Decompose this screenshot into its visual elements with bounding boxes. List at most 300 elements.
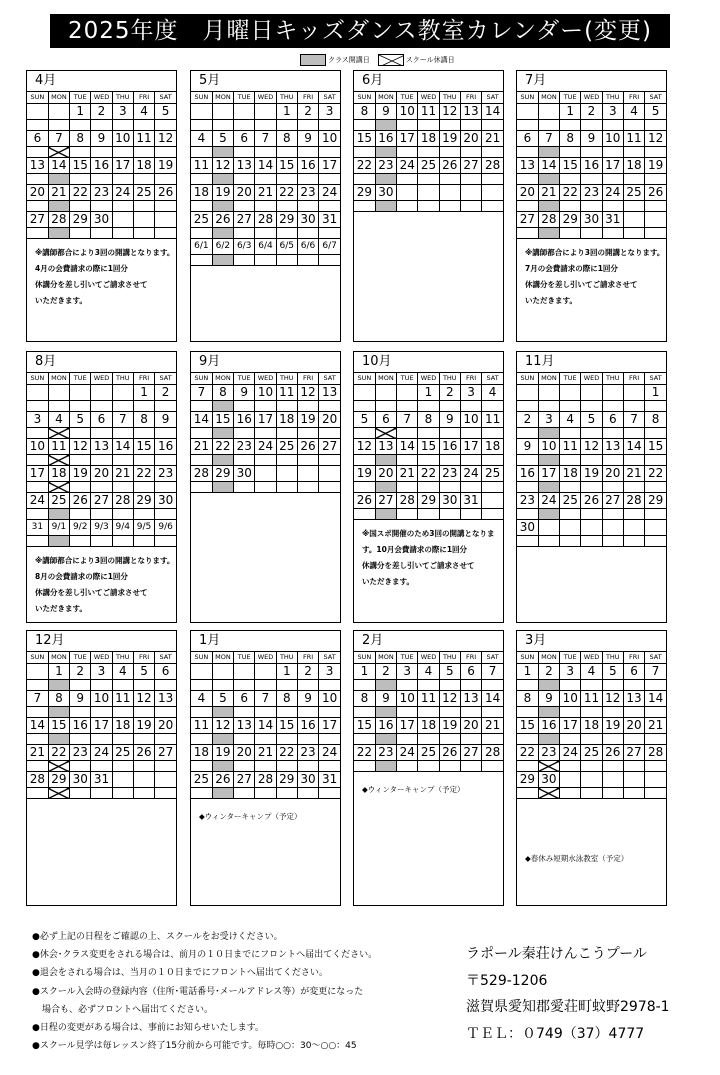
empty-marker-cell — [581, 788, 602, 799]
month-calendar — [190, 630, 341, 906]
empty-marker-cell — [581, 680, 602, 691]
month-table — [517, 91, 666, 239]
weekday-header: SUN — [517, 373, 538, 385]
weekday-header: MON — [212, 652, 233, 664]
day-cell: 4 — [191, 131, 212, 147]
weekday-header: THU — [112, 373, 133, 385]
day-cell — [27, 664, 48, 680]
empty-marker-cell — [91, 147, 112, 158]
empty-marker-cell — [133, 707, 154, 718]
day-cell: 12 — [212, 718, 233, 734]
class-day-marker — [48, 536, 69, 547]
weekday-header: SUN — [191, 92, 212, 104]
day-cell: 12 — [133, 691, 154, 707]
empty-marker-cell — [27, 174, 48, 185]
empty-marker-cell — [439, 734, 460, 745]
weekday-header: FRI — [297, 373, 318, 385]
day-cell: 20 — [623, 718, 644, 734]
empty-marker-cell — [234, 788, 255, 799]
empty-marker-cell — [91, 401, 112, 412]
weekday-header: THU — [439, 373, 460, 385]
empty-marker-cell — [581, 174, 602, 185]
day-cell: 26 — [155, 185, 176, 201]
empty-marker-cell — [319, 255, 340, 266]
empty-marker-cell — [70, 707, 91, 718]
empty-marker-cell — [418, 680, 439, 691]
day-cell: 17 — [27, 466, 48, 482]
day-cell: 5 — [354, 412, 375, 428]
day-cell — [645, 520, 666, 536]
day-cell: 18 — [48, 466, 69, 482]
day-cell — [112, 385, 133, 401]
empty-marker-cell — [645, 707, 666, 718]
empty-marker-cell — [623, 120, 644, 131]
empty-marker-cell — [319, 455, 340, 466]
empty-marker-cell — [27, 761, 48, 772]
empty-marker-cell — [255, 401, 276, 412]
class-day-marker — [212, 707, 233, 718]
day-cell: 1 — [276, 664, 297, 680]
empty-marker-cell — [602, 174, 623, 185]
empty-marker-cell — [623, 228, 644, 239]
day-cell: 9 — [375, 104, 396, 120]
empty-marker-cell — [560, 455, 581, 466]
empty-marker-cell — [91, 734, 112, 745]
empty-marker-cell — [234, 120, 255, 131]
day-cell: 28 — [482, 745, 503, 761]
empty-marker-cell — [212, 120, 233, 131]
empty-marker-cell — [418, 707, 439, 718]
weekday-header: THU — [602, 92, 623, 104]
empty-marker-cell — [354, 482, 375, 493]
address: 滋賀県愛知郡愛荘町蚊野2978-1 — [466, 999, 670, 1015]
class-day-marker — [212, 255, 233, 266]
weekday-header: WED — [255, 92, 276, 104]
day-cell: 5 — [645, 104, 666, 120]
empty-marker-cell — [623, 174, 644, 185]
day-cell: 15 — [645, 439, 666, 455]
day-cell: 5 — [212, 691, 233, 707]
day-cell: 11 — [112, 691, 133, 707]
empty-marker-cell — [191, 707, 212, 718]
day-cell — [482, 185, 503, 201]
month-table — [354, 372, 503, 520]
empty-marker-cell — [297, 734, 318, 745]
day-cell: 18 — [482, 439, 503, 455]
day-cell: 30 — [91, 212, 112, 228]
day-cell: 14 — [191, 412, 212, 428]
empty-marker-cell — [517, 680, 538, 691]
empty-marker-cell — [439, 147, 460, 158]
empty-marker-cell — [418, 734, 439, 745]
weekday-header: TUE — [397, 373, 418, 385]
weekday-header: MON — [538, 92, 559, 104]
empty-marker-cell — [155, 734, 176, 745]
empty-marker-cell — [375, 401, 396, 412]
class-day-marker — [212, 201, 233, 212]
class-day-marker — [375, 761, 396, 772]
weekday-header: WED — [581, 92, 602, 104]
empty-marker-cell — [133, 174, 154, 185]
empty-marker-cell — [276, 228, 297, 239]
empty-marker-cell — [191, 255, 212, 266]
day-cell: 10 — [112, 131, 133, 147]
day-cell — [460, 185, 481, 201]
empty-marker-cell — [112, 536, 133, 547]
day-cell: 4 — [560, 412, 581, 428]
day-cell: 22 — [276, 185, 297, 201]
empty-marker-cell — [70, 201, 91, 212]
empty-marker-cell — [48, 120, 69, 131]
empty-marker-cell — [623, 788, 644, 799]
school-closed-marker — [538, 788, 559, 799]
month-name: 1月 — [199, 633, 221, 648]
day-cell: 31 — [91, 772, 112, 788]
weekday-header: SUN — [191, 652, 212, 664]
day-cell: 19 — [645, 158, 666, 174]
weekday-header: THU — [602, 652, 623, 664]
weekday-header: SAT — [155, 652, 176, 664]
day-cell: 23 — [91, 185, 112, 201]
empty-marker-cell — [517, 455, 538, 466]
empty-marker-cell — [645, 680, 666, 691]
empty-marker-cell — [418, 120, 439, 131]
empty-marker-cell — [112, 707, 133, 718]
day-cell: 30 — [155, 493, 176, 509]
empty-marker-cell — [319, 680, 340, 691]
day-cell: 12 — [212, 158, 233, 174]
day-cell: 19 — [212, 745, 233, 761]
day-cell: 8 — [517, 691, 538, 707]
empty-marker-cell — [439, 401, 460, 412]
empty-marker-cell — [354, 401, 375, 412]
empty-marker-cell — [276, 428, 297, 439]
month-note: ◆ウィンターキャンプ（予定） — [362, 785, 465, 794]
empty-marker-cell — [623, 455, 644, 466]
day-cell: 26 — [602, 745, 623, 761]
empty-marker-cell — [70, 120, 91, 131]
day-cell: 10 — [397, 691, 418, 707]
empty-marker-cell — [623, 707, 644, 718]
day-cell: 20 — [27, 185, 48, 201]
class-day-marker — [48, 509, 69, 520]
day-cell: 7 — [623, 412, 644, 428]
day-cell: 13 — [155, 691, 176, 707]
empty-marker-cell — [354, 761, 375, 772]
weekday-header: MON — [48, 652, 69, 664]
empty-marker-cell — [602, 734, 623, 745]
empty-marker-cell — [645, 428, 666, 439]
day-cell: 26 — [354, 493, 375, 509]
day-cell: 5 — [133, 664, 154, 680]
day-cell: 15 — [560, 158, 581, 174]
day-cell — [212, 104, 233, 120]
empty-marker-cell — [623, 680, 644, 691]
day-cell: 1 — [645, 385, 666, 401]
empty-marker-cell — [70, 147, 91, 158]
weekday-header: SAT — [319, 652, 340, 664]
empty-marker-cell — [354, 707, 375, 718]
day-cell: 19 — [354, 466, 375, 482]
day-cell: 23 — [70, 745, 91, 761]
day-cell — [297, 466, 318, 482]
day-cell — [482, 493, 503, 509]
empty-marker-cell — [91, 482, 112, 493]
day-cell: 14 — [482, 104, 503, 120]
day-cell: 23 — [234, 439, 255, 455]
legend — [300, 52, 463, 68]
empty-marker-cell — [112, 201, 133, 212]
class-day-marker — [48, 734, 69, 745]
day-cell: 18 — [623, 158, 644, 174]
empty-marker-cell — [581, 428, 602, 439]
day-cell: 26 — [645, 185, 666, 201]
weekday-header: SUN — [517, 92, 538, 104]
class-day-marker — [375, 482, 396, 493]
empty-marker-cell — [297, 401, 318, 412]
day-cell: 7 — [112, 412, 133, 428]
empty-marker-cell — [191, 228, 212, 239]
empty-marker-cell — [517, 428, 538, 439]
day-cell: 15 — [133, 439, 154, 455]
day-cell: 20 — [375, 466, 396, 482]
empty-marker-cell — [155, 482, 176, 493]
class-day-marker — [375, 455, 396, 466]
day-cell: 25 — [48, 493, 69, 509]
day-cell: 20 — [234, 185, 255, 201]
day-cell: 10 — [460, 412, 481, 428]
empty-marker-cell — [482, 509, 503, 520]
empty-marker-cell — [70, 680, 91, 691]
day-cell: 17 — [560, 718, 581, 734]
empty-marker-cell — [418, 401, 439, 412]
weekday-header: THU — [112, 92, 133, 104]
postal-code: 〒529-1206 — [466, 972, 548, 989]
empty-marker-cell — [581, 734, 602, 745]
empty-marker-cell — [397, 147, 418, 158]
day-cell: 17 — [397, 131, 418, 147]
day-cell: 9 — [517, 439, 538, 455]
class-day-marker — [538, 428, 559, 439]
month-calendar — [26, 630, 177, 906]
day-cell: 30 — [297, 212, 318, 228]
empty-marker-cell — [517, 120, 538, 131]
empty-marker-cell — [460, 509, 481, 520]
empty-marker-cell — [155, 707, 176, 718]
empty-marker-cell — [538, 536, 559, 547]
day-cell — [581, 520, 602, 536]
empty-marker-cell — [319, 707, 340, 718]
empty-marker-cell — [560, 428, 581, 439]
empty-marker-cell — [133, 120, 154, 131]
day-cell: 9 — [91, 131, 112, 147]
day-cell: 24 — [397, 745, 418, 761]
month-name: 4月 — [35, 73, 57, 88]
empty-marker-cell — [155, 401, 176, 412]
empty-marker-cell — [234, 147, 255, 158]
day-cell — [602, 385, 623, 401]
day-cell: 1 — [560, 104, 581, 120]
class-day-marker — [538, 228, 559, 239]
school-closed-marker — [48, 428, 69, 439]
day-cell: 16 — [439, 439, 460, 455]
day-cell: 30 — [70, 772, 91, 788]
day-cell: 18 — [418, 718, 439, 734]
empty-marker-cell — [255, 147, 276, 158]
day-cell: 25 — [133, 185, 154, 201]
empty-marker-cell — [297, 761, 318, 772]
day-cell: 21 — [538, 185, 559, 201]
empty-marker-cell — [70, 509, 91, 520]
class-day-marker — [48, 201, 69, 212]
day-cell: 23 — [538, 745, 559, 761]
weekday-header: TUE — [234, 652, 255, 664]
notice-item: ●必ず上記の日程をご確認の上、スクールをお受けください。 — [32, 932, 283, 942]
empty-marker-cell — [460, 401, 481, 412]
day-cell: 2 — [297, 104, 318, 120]
day-cell: 7 — [645, 664, 666, 680]
weekday-header: SAT — [319, 92, 340, 104]
day-cell: 23 — [375, 158, 396, 174]
empty-marker-cell — [460, 174, 481, 185]
empty-marker-cell — [234, 455, 255, 466]
day-cell: 21 — [482, 718, 503, 734]
day-cell: 2 — [439, 385, 460, 401]
empty-marker-cell — [581, 482, 602, 493]
day-cell: 2 — [91, 104, 112, 120]
day-cell: 6 — [91, 412, 112, 428]
empty-marker-cell — [460, 680, 481, 691]
day-cell: 29 — [645, 493, 666, 509]
day-cell: 6/6 — [297, 239, 318, 255]
empty-marker-cell — [517, 734, 538, 745]
day-cell: 2 — [375, 664, 396, 680]
empty-marker-cell — [623, 761, 644, 772]
empty-marker-cell — [482, 680, 503, 691]
empty-marker-cell — [397, 120, 418, 131]
day-cell: 19 — [439, 718, 460, 734]
empty-marker-cell — [538, 401, 559, 412]
class-day-marker — [538, 509, 559, 520]
day-cell — [91, 385, 112, 401]
empty-marker-cell — [460, 455, 481, 466]
day-cell: 21 — [623, 466, 644, 482]
day-cell: 4 — [112, 664, 133, 680]
day-cell: 2 — [517, 412, 538, 428]
empty-marker-cell — [560, 401, 581, 412]
day-cell: 24 — [319, 745, 340, 761]
day-cell: 19 — [581, 466, 602, 482]
empty-marker-cell — [560, 228, 581, 239]
empty-marker-cell — [623, 482, 644, 493]
weekday-header: SAT — [482, 373, 503, 385]
day-cell: 21 — [191, 439, 212, 455]
day-cell: 27 — [319, 439, 340, 455]
day-cell: 9/4 — [112, 520, 133, 536]
empty-marker-cell — [191, 761, 212, 772]
weekday-header: SAT — [645, 652, 666, 664]
day-cell — [375, 385, 396, 401]
day-cell — [191, 104, 212, 120]
day-cell: 3 — [112, 104, 133, 120]
day-cell: 6 — [27, 131, 48, 147]
empty-marker-cell — [255, 255, 276, 266]
day-cell: 24 — [460, 466, 481, 482]
empty-marker-cell — [276, 120, 297, 131]
weekday-header: SAT — [482, 92, 503, 104]
day-cell: 3 — [538, 412, 559, 428]
empty-marker-cell — [645, 482, 666, 493]
empty-marker-cell — [418, 455, 439, 466]
day-cell: 12 — [70, 439, 91, 455]
day-cell: 11 — [418, 104, 439, 120]
empty-marker-cell — [319, 120, 340, 131]
day-cell: 17 — [319, 718, 340, 734]
empty-marker-cell — [191, 680, 212, 691]
empty-marker-cell — [418, 482, 439, 493]
class-day-marker — [538, 482, 559, 493]
day-cell: 21 — [27, 745, 48, 761]
day-cell: 13 — [375, 439, 396, 455]
empty-marker-cell — [645, 174, 666, 185]
day-cell: 30 — [439, 493, 460, 509]
day-cell: 8 — [133, 412, 154, 428]
empty-marker-cell — [482, 707, 503, 718]
day-cell: 10 — [91, 691, 112, 707]
class-day-marker — [538, 174, 559, 185]
empty-marker-cell — [255, 707, 276, 718]
empty-marker-cell — [234, 401, 255, 412]
day-cell: 5 — [212, 131, 233, 147]
day-cell — [623, 520, 644, 536]
empty-marker-cell — [191, 734, 212, 745]
day-cell: 6 — [623, 664, 644, 680]
weekday-header: SAT — [155, 373, 176, 385]
day-cell: 21 — [645, 718, 666, 734]
day-cell: 14 — [645, 691, 666, 707]
class-day-marker — [212, 428, 233, 439]
day-cell — [418, 185, 439, 201]
day-cell: 25 — [418, 745, 439, 761]
empty-marker-cell — [191, 788, 212, 799]
day-cell: 25 — [418, 158, 439, 174]
empty-marker-cell — [460, 707, 481, 718]
empty-marker-cell — [91, 228, 112, 239]
day-cell: 1 — [70, 104, 91, 120]
empty-marker-cell — [397, 680, 418, 691]
empty-marker-cell — [354, 201, 375, 212]
day-cell — [234, 104, 255, 120]
day-cell: 6/1 — [191, 239, 212, 255]
empty-marker-cell — [581, 455, 602, 466]
empty-marker-cell — [133, 228, 154, 239]
weekday-header: MON — [375, 652, 396, 664]
day-cell: 22 — [354, 745, 375, 761]
day-cell: 12 — [439, 104, 460, 120]
empty-marker-cell — [91, 761, 112, 772]
day-cell: 24 — [27, 493, 48, 509]
empty-marker-cell — [560, 147, 581, 158]
class-day-marker — [212, 174, 233, 185]
day-cell: 30 — [297, 772, 318, 788]
empty-marker-cell — [560, 761, 581, 772]
notice-item: ●スクール入会時の登録内容（住所･電話番号･メールアドレス等）が変更になった — [32, 986, 364, 997]
empty-marker-cell — [297, 174, 318, 185]
day-cell — [255, 466, 276, 482]
day-cell: 28 — [645, 745, 666, 761]
empty-marker-cell — [155, 120, 176, 131]
weekday-header: MON — [538, 652, 559, 664]
